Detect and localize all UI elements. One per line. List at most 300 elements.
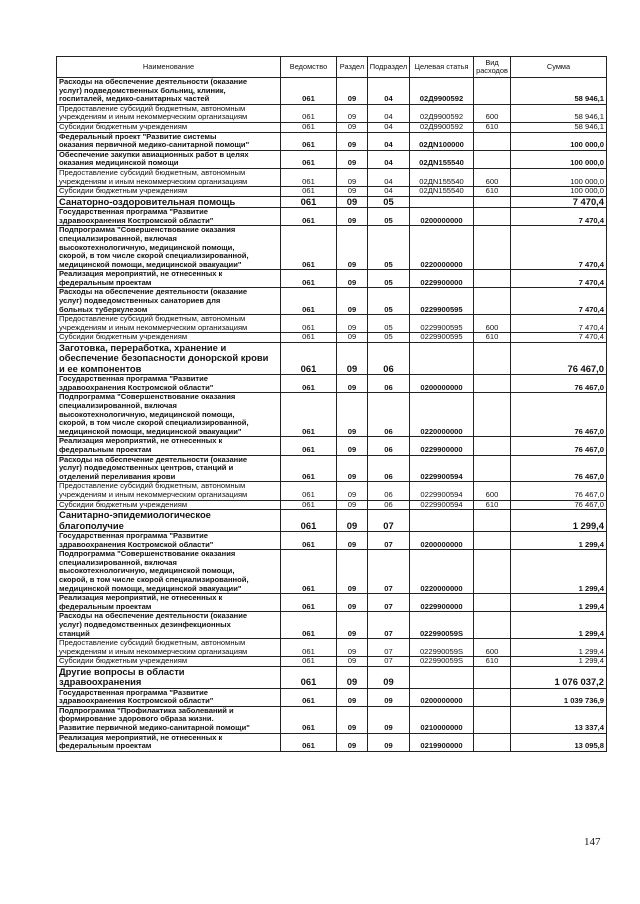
cell-dept: 061 (281, 132, 337, 150)
cell-section: 09 (337, 168, 368, 186)
cell-name-line: федеральным проектам (59, 445, 152, 454)
cell-name (57, 393, 281, 437)
cell-name-line: Государственная программа "Развитие (59, 207, 209, 217)
cell-name (57, 333, 281, 343)
cell-subsection: 07 (368, 612, 410, 639)
table-row (57, 315, 607, 333)
table-row (57, 437, 607, 455)
cell-target: 02Д9900592 (410, 122, 474, 132)
cell-sum: 58 946,1 (511, 78, 607, 105)
cell-name (57, 550, 281, 594)
cell-name-line: высокотехнологичную, медицинской помощи, (59, 566, 235, 576)
cell-name-line: отделений переливания крови (59, 471, 176, 481)
cell-section: 09 (337, 612, 368, 639)
cell-target: 0200000000 (410, 375, 474, 393)
cell-subsection: 05 (368, 196, 410, 207)
col-header-name: Наименование (57, 57, 281, 78)
cell-subsection: 04 (368, 150, 410, 168)
table-row (57, 270, 607, 288)
cell-dept: 061 (281, 706, 337, 733)
cell-name-line: Расходы на обеспечение деятельности (оказание (59, 611, 248, 621)
cell-section: 09 (337, 208, 368, 226)
table-row (57, 226, 607, 270)
cell-exp (474, 510, 511, 532)
table-row (57, 78, 607, 105)
cell-dept: 061 (281, 168, 337, 186)
cell-name-line: Подпрограмма "Совершенствование оказания (59, 549, 236, 559)
cell-exp (474, 343, 511, 375)
cell-dept: 061 (281, 733, 337, 751)
cell-target (410, 510, 474, 532)
cell-name (57, 733, 281, 751)
cell-name-line: учреждениям и иным некоммерческим организациям (59, 646, 248, 656)
cell-dept: 061 (281, 122, 337, 132)
cell-name-line: Предоставление субсидий бюджетным, автономным (59, 104, 246, 113)
table-row (57, 196, 607, 207)
table-row (57, 550, 607, 594)
cell-section: 09 (337, 150, 368, 168)
cell-exp: 600 (474, 104, 511, 122)
cell-exp (474, 226, 511, 270)
table-row (57, 706, 607, 733)
cell-subsection: 04 (368, 104, 410, 122)
cell-name (57, 594, 281, 612)
cell-sum: 1 299,4 (511, 612, 607, 639)
cell-exp (474, 196, 511, 207)
cell-sum: 100 000,0 (511, 187, 607, 197)
cell-name-line: Подпрограмма "Профилактика заболеваний и (59, 706, 234, 715)
cell-subsection: 04 (368, 78, 410, 105)
cell-sum: 58 946,1 (511, 104, 607, 122)
table-row (57, 455, 607, 482)
cell-name (57, 482, 281, 500)
cell-subsection: 09 (368, 733, 410, 751)
cell-subsection: 04 (368, 168, 410, 186)
page-number: 147 (584, 836, 601, 848)
cell-section: 09 (337, 594, 368, 612)
cell-name-line: Предоставление субсидий бюджетным, автономным (59, 314, 246, 324)
cell-dept: 061 (281, 550, 337, 594)
cell-section: 09 (337, 688, 368, 706)
cell-target: 02ДN155540 (410, 187, 474, 197)
cell-name-line: Субсидии бюджетным учреждениям (59, 186, 188, 196)
cell-name-line: Субсидии бюджетным учреждениям (59, 332, 188, 342)
cell-exp (474, 531, 511, 549)
cell-name (57, 688, 281, 706)
cell-target (410, 666, 474, 688)
table-row (57, 132, 607, 150)
cell-exp (474, 688, 511, 706)
cell-dept: 061 (281, 78, 337, 105)
table-row (57, 510, 607, 532)
cell-name-line: Субсидии бюджетным учреждениям (59, 122, 188, 131)
table-row (57, 500, 607, 510)
table-row (57, 594, 607, 612)
cell-name (57, 288, 281, 315)
cell-sum: 7 470,4 (511, 208, 607, 226)
table-row (57, 122, 607, 132)
cell-exp: 600 (474, 639, 511, 657)
cell-name (57, 104, 281, 122)
cell-dept: 061 (281, 657, 337, 667)
cell-exp: 600 (474, 315, 511, 333)
cell-target: 02Д9900592 (410, 78, 474, 105)
cell-section: 09 (337, 639, 368, 657)
cell-exp (474, 208, 511, 226)
cell-target: 0229900000 (410, 594, 474, 612)
col-header-section: Раздел (337, 57, 368, 78)
cell-sum: 7 470,4 (511, 270, 607, 288)
cell-name-line: услуг) подведомственных дезинфекционных (59, 619, 231, 629)
cell-target: 0229900000 (410, 437, 474, 455)
cell-sum: 7 470,4 (511, 196, 607, 207)
table-row (57, 375, 607, 393)
cell-name-line: Обеспечение закупки авиационных работ в целях (59, 150, 249, 159)
col-header-dept: Ведомство (281, 57, 337, 78)
table-row (57, 657, 607, 667)
cell-exp (474, 455, 511, 482)
cell-subsection: 06 (368, 343, 410, 375)
cell-sum: 1 039 736,9 (511, 688, 607, 706)
table-row (57, 666, 607, 688)
cell-name-line: Государственная программа "Развитие (59, 531, 209, 540)
cell-subsection: 07 (368, 550, 410, 594)
cell-name-line: услуг) подведомственных центров, станций и (59, 463, 234, 473)
cell-dept: 061 (281, 500, 337, 510)
cell-subsection: 07 (368, 594, 410, 612)
table-row (57, 168, 607, 186)
cell-section: 09 (337, 733, 368, 751)
cell-name-line: услуг) подведомственных санаториев для (59, 296, 221, 306)
cell-subsection: 05 (368, 315, 410, 333)
col-header-subsection: Подраздел (368, 57, 410, 78)
cell-exp (474, 288, 511, 315)
cell-subsection: 05 (368, 288, 410, 315)
cell-name-line: Реализация мероприятий, не отнесенных к (59, 593, 223, 603)
cell-target: 02ДN155540 (410, 150, 474, 168)
cell-name-line: Расходы на обеспечение деятельности (оказание (59, 287, 248, 297)
cell-name-line: скорой, в том числе скорой специализированной, (59, 251, 249, 261)
cell-name-line: учреждениям и иным некоммерческим организациям (59, 489, 248, 499)
table-row (57, 612, 607, 639)
cell-name-line: Подпрограмма "Совершенствование оказания (59, 225, 236, 235)
cell-subsection: 09 (368, 706, 410, 733)
cell-sum: 76 467,0 (511, 500, 607, 510)
cell-sum: 7 470,4 (511, 226, 607, 270)
cell-name-line: федеральным проектам (59, 601, 152, 611)
cell-name-line: Расходы на обеспечение деятельности (оказание (59, 455, 248, 464)
cell-section: 09 (337, 270, 368, 288)
cell-subsection: 07 (368, 531, 410, 549)
cell-target: 0220000000 (410, 226, 474, 270)
cell-name-line: Субсидии бюджетным учреждениям (59, 656, 188, 666)
cell-section: 09 (337, 657, 368, 667)
cell-name (57, 639, 281, 657)
cell-name-line: Развитие первичной медико-санитарной помощи" (59, 723, 250, 733)
cell-section: 09 (337, 104, 368, 122)
cell-dept: 061 (281, 288, 337, 315)
cell-name (57, 78, 281, 105)
cell-name (57, 455, 281, 482)
cell-subsection: 04 (368, 122, 410, 132)
cell-exp (474, 550, 511, 594)
cell-subsection: 05 (368, 270, 410, 288)
cell-sum: 76 467,0 (511, 343, 607, 375)
cell-target: 0219900000 (410, 733, 474, 751)
cell-section: 09 (337, 437, 368, 455)
cell-sum: 1 299,4 (511, 657, 607, 667)
cell-dept: 061 (281, 639, 337, 657)
cell-target: 0200000000 (410, 531, 474, 549)
cell-name-line: Подпрограмма "Совершенствование оказания (59, 392, 236, 402)
cell-name-line: Государственная программа "Развитие (59, 688, 209, 697)
cell-subsection: 06 (368, 437, 410, 455)
cell-target: 02ДN155540 (410, 168, 474, 186)
cell-dept: 061 (281, 594, 337, 612)
cell-dept: 061 (281, 208, 337, 226)
cell-name-line: здравоохранения Костромской области" (59, 215, 214, 225)
cell-name-line: Предоставление субсидий бюджетным, автономным (59, 638, 246, 648)
cell-subsection: 09 (368, 688, 410, 706)
cell-dept: 061 (281, 688, 337, 706)
cell-target: 0200000000 (410, 208, 474, 226)
cell-name-line: Предоставление субсидий бюджетным, автономным (59, 481, 246, 491)
cell-dept: 061 (281, 482, 337, 500)
cell-target: 0200000000 (410, 688, 474, 706)
table-row (57, 343, 607, 375)
cell-name-line: Реализация мероприятий, не отнесенных к (59, 733, 223, 742)
cell-name-line: медицинской помощи, медицинской эвакуации" (59, 426, 242, 436)
cell-dept: 061 (281, 187, 337, 197)
cell-name-line: учреждениям и иным некоммерческим организациям (59, 322, 248, 332)
cell-exp: 600 (474, 482, 511, 500)
cell-name-line: федеральным проектам (59, 277, 152, 287)
table-body (57, 78, 607, 752)
cell-target: 0229900595 (410, 315, 474, 333)
cell-target: 022990059S (410, 612, 474, 639)
cell-target: 02Д9900592 (410, 104, 474, 122)
cell-exp (474, 375, 511, 393)
cell-dept: 061 (281, 666, 337, 688)
cell-subsection: 04 (368, 187, 410, 197)
cell-target: 0229900595 (410, 333, 474, 343)
table-row (57, 150, 607, 168)
cell-dept: 061 (281, 226, 337, 270)
cell-target: 0229900595 (410, 288, 474, 315)
cell-target: 0210000000 (410, 706, 474, 733)
cell-name-line: и ее компонентов (59, 362, 142, 374)
cell-exp: 600 (474, 168, 511, 186)
cell-name-line: Предоставление субсидий бюджетным, автономным (59, 168, 246, 177)
cell-name (57, 150, 281, 168)
cell-section: 09 (337, 666, 368, 688)
cell-section: 09 (337, 132, 368, 150)
cell-section: 09 (337, 333, 368, 343)
cell-section: 09 (337, 455, 368, 482)
cell-sum: 76 467,0 (511, 437, 607, 455)
cell-sum: 7 470,4 (511, 288, 607, 315)
cell-name (57, 500, 281, 510)
cell-name-line: госпиталей, медико-санитарных частей (59, 94, 210, 104)
cell-name-line: обеспечение безопасности донорской крови (59, 352, 269, 364)
cell-name-line: Реализация мероприятий, не отнесенных к (59, 436, 223, 446)
cell-sum: 1 299,4 (511, 594, 607, 612)
cell-exp (474, 733, 511, 751)
cell-dept: 061 (281, 315, 337, 333)
table-row (57, 733, 607, 751)
cell-section: 09 (337, 393, 368, 437)
cell-exp (474, 132, 511, 150)
cell-sum: 100 000,0 (511, 150, 607, 168)
cell-section: 09 (337, 288, 368, 315)
cell-dept: 061 (281, 375, 337, 393)
budget-table (56, 56, 607, 752)
cell-exp: 610 (474, 122, 511, 132)
cell-name-line: скорой, в том числе скорой специализированной, (59, 574, 249, 584)
cell-name (57, 666, 281, 688)
table-row (57, 393, 607, 437)
col-header-sum: Сумма (511, 57, 607, 78)
cell-name-line: медицинской помощи, медицинской эвакуации" (59, 259, 242, 269)
cell-exp (474, 150, 511, 168)
cell-section: 09 (337, 187, 368, 197)
cell-subsection: 05 (368, 226, 410, 270)
cell-target (410, 196, 474, 207)
cell-name-line: Субсидии бюджетным учреждениям (59, 500, 188, 509)
table-row (57, 187, 607, 197)
cell-name-line: Санитарно-эпидемиологическое (59, 509, 211, 521)
cell-name-line: медицинской помощи, медицинской эвакуации" (59, 583, 242, 593)
cell-name-line: специализированной, включая (59, 557, 177, 567)
cell-section: 09 (337, 510, 368, 532)
cell-sum: 100 000,0 (511, 132, 607, 150)
cell-name (57, 375, 281, 393)
cell-section: 09 (337, 78, 368, 105)
cell-name-line: оказания медицинской помощи (59, 158, 179, 168)
cell-target: 0229900000 (410, 270, 474, 288)
cell-target: 0229900594 (410, 500, 474, 510)
cell-name-line: специализированной, включая (59, 233, 177, 243)
cell-dept: 061 (281, 455, 337, 482)
cell-dept: 061 (281, 150, 337, 168)
cell-name (57, 531, 281, 549)
cell-section: 09 (337, 315, 368, 333)
cell-exp: 610 (474, 187, 511, 197)
cell-target: 0220000000 (410, 393, 474, 437)
cell-section: 09 (337, 122, 368, 132)
cell-name (57, 343, 281, 375)
cell-name (57, 612, 281, 639)
cell-name (57, 187, 281, 197)
cell-target: 0229900594 (410, 455, 474, 482)
cell-target: 0229900594 (410, 482, 474, 500)
cell-sum: 1 299,4 (511, 531, 607, 549)
cell-section: 09 (337, 500, 368, 510)
cell-sum: 1 299,4 (511, 510, 607, 532)
cell-name-line: федеральным проектам (59, 741, 152, 751)
col-header-exp: Вид расходов (474, 57, 511, 78)
cell-dept: 061 (281, 612, 337, 639)
cell-exp (474, 78, 511, 105)
cell-dept: 061 (281, 343, 337, 375)
cell-section: 09 (337, 375, 368, 393)
cell-name-line: Расходы на обеспечение деятельности (оказание (59, 77, 248, 86)
cell-sum: 100 000,0 (511, 168, 607, 186)
cell-exp (474, 666, 511, 688)
table-row (57, 482, 607, 500)
cell-name-line: специализированной, включая (59, 401, 177, 411)
cell-name-line: Заготовка, переработка, хранение и (59, 342, 227, 354)
cell-exp: 610 (474, 500, 511, 510)
cell-section: 09 (337, 343, 368, 375)
cell-sum: 1 299,4 (511, 550, 607, 594)
cell-section: 09 (337, 196, 368, 207)
cell-sum: 13 095,8 (511, 733, 607, 751)
cell-section: 09 (337, 226, 368, 270)
table-row (57, 104, 607, 122)
cell-subsection: 07 (368, 657, 410, 667)
cell-name-line: формирование здорового образа жизни. (59, 714, 214, 724)
cell-dept: 061 (281, 333, 337, 343)
cell-name-line: Федеральный проект "Развитие системы (59, 132, 217, 141)
cell-subsection: 05 (368, 333, 410, 343)
cell-exp: 610 (474, 657, 511, 667)
cell-name-line: больных туберкулезом (59, 304, 148, 314)
cell-name-line: здравоохранения (59, 676, 142, 688)
budget-page (56, 56, 606, 752)
cell-dept: 061 (281, 104, 337, 122)
table-row (57, 639, 607, 657)
cell-subsection: 04 (368, 132, 410, 150)
table-row (57, 688, 607, 706)
cell-name (57, 315, 281, 333)
cell-target (410, 343, 474, 375)
table-row (57, 333, 607, 343)
cell-dept: 061 (281, 393, 337, 437)
cell-target: 0220000000 (410, 550, 474, 594)
table-row (57, 288, 607, 315)
table-row (57, 531, 607, 549)
cell-subsection: 06 (368, 393, 410, 437)
cell-target: 02ДN100000 (410, 132, 474, 150)
table-header-row (57, 57, 607, 78)
cell-sum: 76 467,0 (511, 375, 607, 393)
cell-sum: 1 299,4 (511, 639, 607, 657)
cell-name (57, 510, 281, 532)
cell-sum: 7 470,4 (511, 315, 607, 333)
cell-subsection: 06 (368, 482, 410, 500)
cell-sum: 76 467,0 (511, 393, 607, 437)
cell-exp (474, 437, 511, 455)
cell-name (57, 122, 281, 132)
cell-sum: 13 337,4 (511, 706, 607, 733)
cell-name-line: скорой, в том числе скорой специализированной, (59, 418, 249, 428)
cell-name-line: услуг) подведомственных больниц, клиник, (59, 85, 226, 95)
cell-exp (474, 393, 511, 437)
cell-name-line: Санаторно-оздоровительная помощь (59, 196, 236, 207)
cell-name (57, 168, 281, 186)
cell-name-line: здравоохранения Костромской области" (59, 696, 214, 706)
cell-name-line: Реализация мероприятий, не отнесенных к (59, 269, 223, 279)
cell-exp (474, 594, 511, 612)
cell-sum: 58 946,1 (511, 122, 607, 132)
cell-subsection: 06 (368, 375, 410, 393)
cell-name-line: Другие вопросы в области (59, 666, 185, 677)
cell-sum: 1 076 037,2 (511, 666, 607, 688)
cell-exp (474, 706, 511, 733)
cell-exp (474, 270, 511, 288)
cell-sum: 76 467,0 (511, 482, 607, 500)
